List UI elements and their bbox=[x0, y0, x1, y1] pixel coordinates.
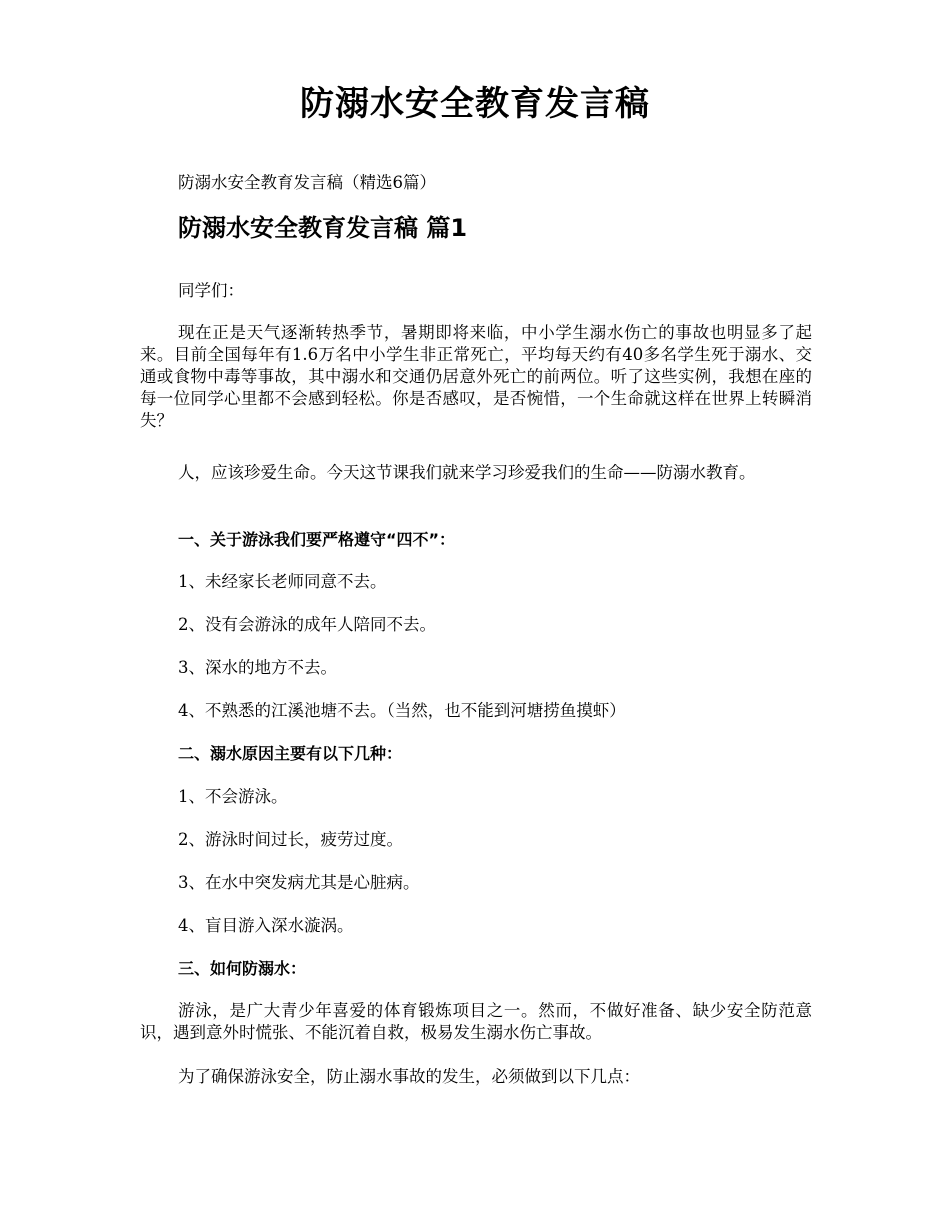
paragraph-intro: 现在正是天气逐渐转热季节，暑期即将来临，中小学生溺水伤亡的事故也明显多了起来。目前全国每年有1.6万名中小学生非正常死亡，平均每天约有40多名学生死于溺水、交通或食物中毒等事故，其中溺水和交通仍居意外死亡的前两位。听了这些实例，我想在座的每一位同学心里都不会感到轻松。你是否感叹，是否惋惜，一个生命就这样在世界上转瞬消失？ bbox=[140, 323, 812, 430]
list-item: 1、未经家长老师同意不去。 bbox=[178, 572, 387, 591]
paragraph-safety-points: 为了确保游泳安全，防止溺水事故的发生，必须做到以下几点： bbox=[178, 1067, 640, 1086]
list-item: 1、不会游泳。 bbox=[178, 787, 288, 806]
heading-four-rules: 一、关于游泳我们要严格遵守“四不”： bbox=[178, 530, 456, 549]
list-item: 4、盲目游入深水漩涡。 bbox=[178, 916, 354, 935]
list-item: 4、不熟悉的江溪池塘不去。（当然，也不能到河塘捞鱼摸虾） bbox=[178, 701, 626, 720]
list-item: 2、没有会游泳的成年人陪同不去。 bbox=[178, 615, 436, 634]
heading-drowning-causes: 二、溺水原因主要有以下几种： bbox=[178, 744, 403, 763]
document-subtitle: 防溺水安全教育发言稿（精选6篇） bbox=[178, 173, 436, 192]
paragraph-swimming: 游泳，是广大青少年喜爱的体育锻炼项目之一。然而，不做好准备、缺少安全防范意识，遇到意外时慌张、不能沉着自救，极易发生溺水伤亡事故。 bbox=[140, 1001, 812, 1042]
paragraph-cherish-life: 人，应该珍爱生命。今天这节课我们就来学习珍爱我们的生命——防溺水教育。 bbox=[178, 463, 756, 482]
heading-prevention: 三、如何防溺水： bbox=[178, 959, 307, 978]
list-item: 3、深水的地方不去。 bbox=[178, 658, 337, 677]
list-item: 3、在水中突发病尤其是心脏病。 bbox=[178, 873, 420, 892]
document-title: 防溺水安全教育发言稿 bbox=[300, 84, 650, 124]
greeting: 同学们： bbox=[178, 281, 244, 300]
section-heading: 防溺水安全教育发言稿 篇1 bbox=[178, 214, 468, 242]
list-item: 2、游泳时间过长，疲劳过度。 bbox=[178, 830, 403, 849]
